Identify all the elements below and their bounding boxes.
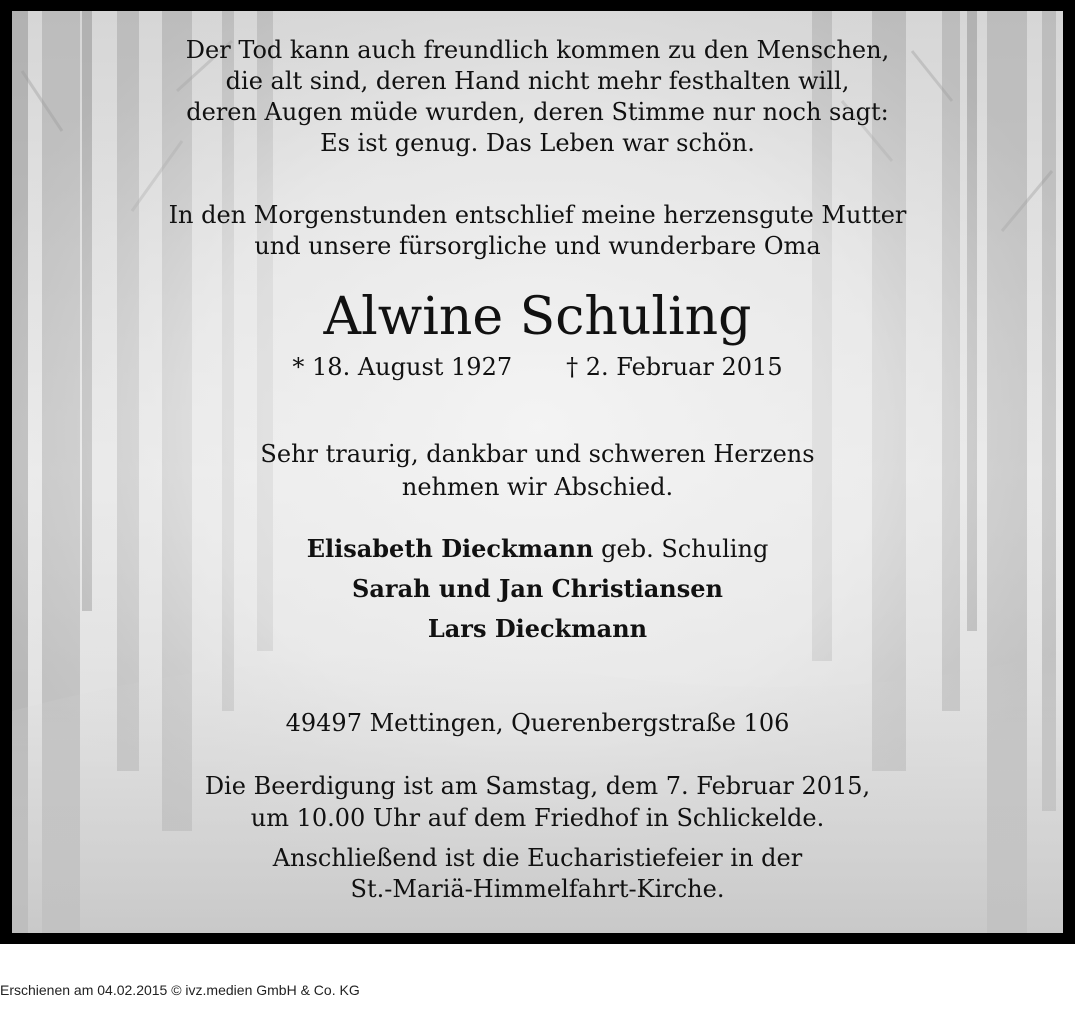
address: 49497 Mettingen, Querenbergstraße 106 — [285, 709, 790, 737]
farewell-line: nehmen wir Abschied. — [401, 473, 674, 501]
mourner-line — [12, 534, 1063, 564]
poem-line: Der Tod kann auch freundlich kommen zu den Menschen, — [185, 36, 890, 64]
funeral-line: um 10.00 Uhr auf dem Friedhof in Schlickelde. — [250, 804, 825, 832]
poem-line: Es ist genug. Das Leben war schön. — [320, 129, 755, 157]
deceased-name: Alwine Schuling — [323, 287, 752, 347]
mourner-name: Lars Dieckmann — [427, 614, 648, 643]
birth-date: * 18. August 1927 — [292, 353, 513, 381]
obituary-panel — [12, 11, 1063, 933]
obituary-text — [12, 11, 1063, 933]
poem-line: die alt sind, deren Hand nicht mehr festhalten will, — [225, 67, 850, 95]
mourner-name: Elisabeth Dieckmann — [306, 534, 594, 563]
publication-footer: Erschienen am 04.02.2015 © ivz.medien GmbH & Co. KG — [0, 982, 360, 998]
life-dates — [12, 352, 1063, 382]
intro-line: und unsere fürsorgliche und wunderbare Oma — [254, 232, 821, 260]
poem-line: deren Augen müde wurden, deren Stimme nur noch sagt: — [186, 98, 889, 126]
funeral-line: St.-Mariä-Himmelfahrt-Kirche. — [350, 875, 725, 903]
mourner-maiden-name: geb. Schuling — [593, 535, 769, 563]
funeral-line: Die Beerdigung ist am Samstag, dem 7. Februar 2015, — [204, 772, 871, 800]
funeral-line: Anschließend ist die Eucharistiefeier in der — [272, 844, 803, 872]
death-date: † 2. Februar 2015 — [566, 353, 783, 381]
farewell-line: Sehr traurig, dankbar und schweren Herzens — [260, 440, 815, 468]
intro-line: In den Morgenstunden entschlief meine herzensgute Mutter — [168, 201, 907, 229]
mourner-name: Sarah und Jan Christiansen — [352, 574, 723, 603]
